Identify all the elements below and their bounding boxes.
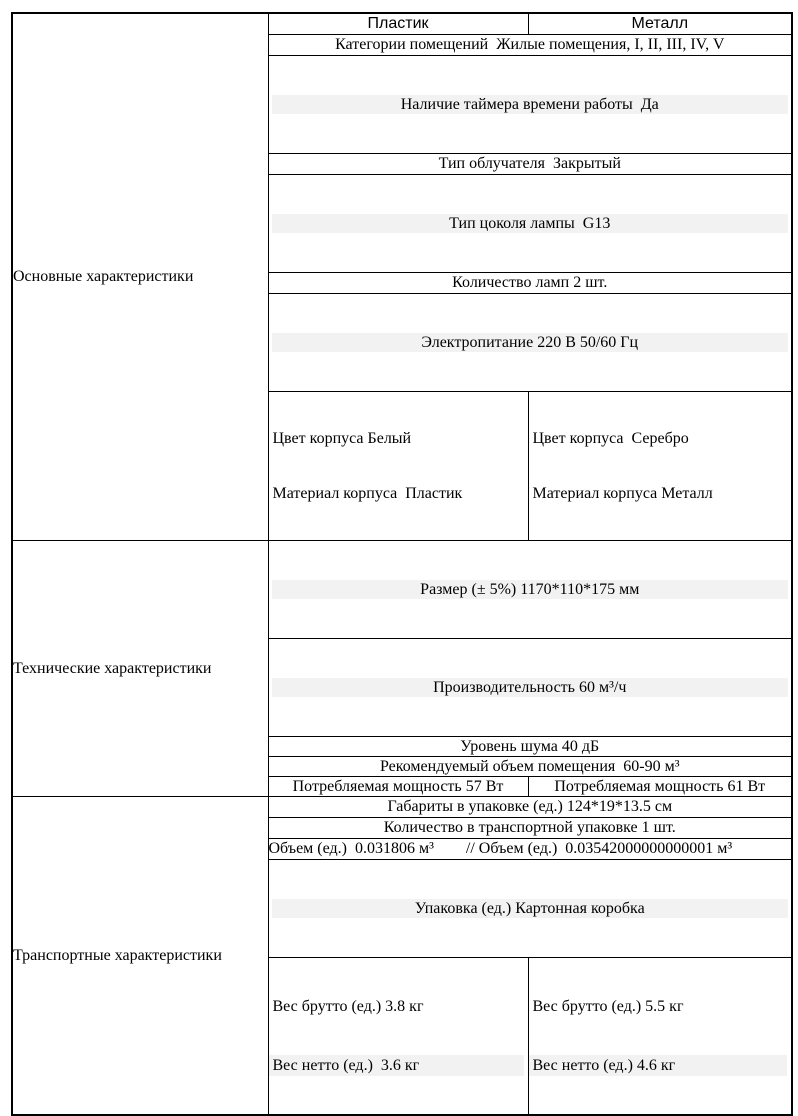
column-header-metal: Металл: [528, 13, 792, 34]
row-noise-level: Уровень шума 40 дБ: [268, 736, 792, 756]
body-metal-material: Материал корпуса Металл: [532, 484, 713, 502]
row-transport-package-qty: Количество в транспортной упаковке 1 шт.: [268, 817, 792, 838]
row-capacity: [268, 638, 792, 736]
row-timer: [268, 55, 792, 153]
row-room-categories: Категории помещений Жилые помещения, I, II, III, IV, V: [268, 34, 792, 55]
net-weight-metal: Вес нетто (ед.) 4.6 кг: [529, 1055, 788, 1076]
gross-weight-plastic: Вес брутто (ед.) 3.8 кг: [272, 997, 424, 1015]
row-lamp-socket-type: [268, 174, 792, 272]
cell-power-consumption-plastic: Потребляемая мощность 57 Вт: [268, 776, 528, 796]
row-lamp-count: Количество ламп 2 шт.: [268, 272, 792, 293]
cell-body-plastic: [268, 391, 528, 540]
row-size-text: Размер (± 5%) 1170*110*175 мм: [272, 580, 789, 599]
cell-weights-metal: [528, 957, 792, 1115]
column-header-plastic: Пластик: [268, 13, 528, 34]
section-technical-characteristics: Технические характеристики: [12, 540, 268, 796]
row-power-supply-text: Электропитание 220 В 50/60 Гц: [272, 333, 789, 352]
row-package-type-text: Упаковка (ед.) Картонная коробка: [272, 899, 789, 918]
cell-power-consumption-metal: Потребляемая мощность 61 Вт: [528, 776, 792, 796]
row-size: [268, 540, 792, 638]
row-lamp-socket-text: Тип цоколя лампы G13: [272, 214, 789, 233]
row-package-dimensions: Габариты в упаковке (ед.) 124*19*13.5 см: [268, 796, 792, 817]
section-transport-characteristics: Транспортные характеристики: [12, 796, 268, 1115]
body-metal-color: Цвет корпуса Серебро: [532, 429, 689, 447]
gross-weight-metal: Вес брутто (ед.) 5.5 кг: [532, 997, 684, 1015]
spec-table: [11, 12, 793, 1116]
row-unit-volume: Объем (ед.) 0.031806 м³ // Объем (ед.) 0.03542000000000001 м³: [268, 838, 792, 859]
row-power-supply: [268, 293, 792, 391]
cell-body-metal: [528, 391, 792, 540]
body-plastic-color: Цвет корпуса Белый: [272, 429, 412, 447]
section-main-characteristics: Основные характеристики: [12, 13, 268, 540]
row-package-type: [268, 859, 792, 957]
row-recommended-room-volume: Рекомендуемый объем помещения 60-90 м³: [268, 756, 792, 776]
row-irradiator-type: Тип облучателя Закрытый: [268, 153, 792, 174]
body-plastic-material: Материал корпуса Пластик: [272, 484, 463, 502]
cell-weights-plastic: [268, 957, 528, 1115]
row-capacity-text: Производительность 60 м³/ч: [272, 678, 789, 697]
row-timer-text: Наличие таймера времени работы Да: [272, 95, 789, 114]
net-weight-plastic: Вес нетто (ед.) 3.6 кг: [269, 1055, 524, 1076]
